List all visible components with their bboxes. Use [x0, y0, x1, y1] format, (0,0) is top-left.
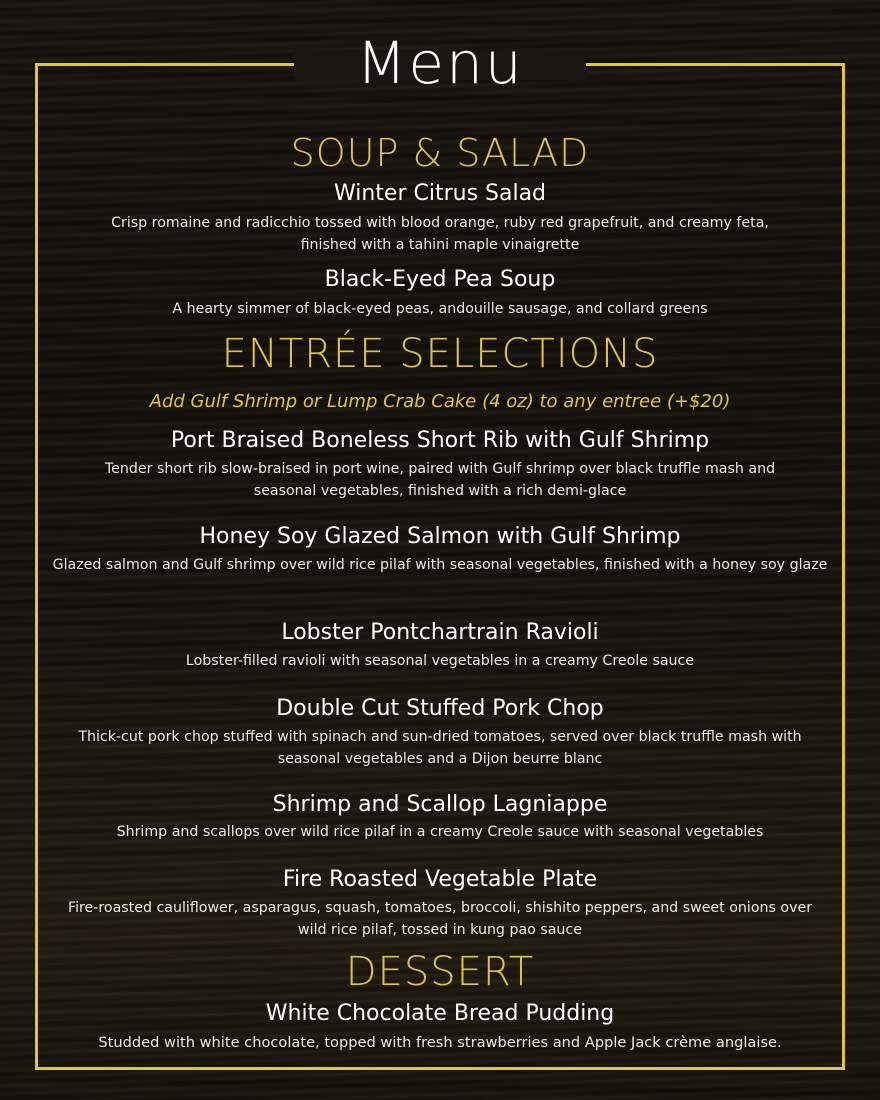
item-name-shrimp-scallop: Shrimp and Scallop Lagniappe: [272, 792, 608, 817]
item-name-vegetable-plate: Fire Roasted Vegetable Plate: [282, 867, 598, 892]
entree-addon-note: Add Gulf Shrimp or Lump Crab Cake (4 oz) to any entree (+$20): [149, 391, 731, 412]
section-title-soup-salad: SOUP & SALAD: [290, 131, 590, 175]
item-name-black-eyed-pea-soup: Black-Eyed Pea Soup: [324, 267, 556, 292]
menu-title: Menu: [356, 29, 524, 97]
item-name-short-rib: Port Braised Boneless Short Rib with Gulf Shrimp: [170, 428, 710, 453]
item-name-bread-pudding: White Chocolate Bread Pudding: [265, 1001, 615, 1026]
item-desc-shrimp-scallop: Shrimp and scallops over wild rice pilaf in a creamy Creole sauce with seasonal vegetables: [116, 824, 764, 840]
item-name-pork-chop: Double Cut Stuffed Pork Chop: [276, 696, 604, 721]
section-title-dessert: DESSERT: [345, 949, 535, 995]
item-name-lobster-ravioli: Lobster Pontchartrain Ravioli: [281, 620, 599, 645]
item-desc-black-eyed-pea-soup: A hearty simmer of black-eyed peas, andouille sausage, and collard greens: [172, 301, 708, 317]
item-desc-bread-pudding: Studded with white chocolate, topped with fresh strawberries and Apple Jack crème anglaise.: [98, 1034, 782, 1051]
item-desc-pork-chop: Thick-cut pork chop stuffed with spinach and sun-dried tomatoes, served over black truffle mash with seasonal vegetables and a Dijon beurre blanc: [78, 729, 802, 767]
item-name-salmon: Honey Soy Glazed Salmon with Gulf Shrimp: [199, 524, 681, 549]
section-title-entree-selections: ENTRÉE SELECTIONS: [221, 331, 659, 377]
item-desc-vegetable-plate: Fire-roasted cauliflower, asparagus, squash, tomatoes, broccoli, shishito peppers, and sweet onions over wild rice pilaf, tossed in kung pao sauce: [67, 900, 813, 938]
item-desc-lobster-ravioli: Lobster-filled ravioli with seasonal vegetables in a creamy Creole sauce: [185, 653, 695, 669]
item-desc-short-rib: Tender short rib slow-braised in port wine, paired with Gulf shrimp over black truffle mash and seasonal vegetables, finished with a rich demi-glace: [104, 461, 776, 499]
item-name-winter-citrus-salad: Winter Citrus Salad: [333, 181, 547, 206]
item-desc-winter-citrus-salad: Crisp romaine and radicchio tossed with blood orange, ruby red grapefruit, and creamy feta, finished with a tahini maple vinaigrette: [111, 215, 769, 253]
item-desc-salmon: Glazed salmon and Gulf shrimp over wild rice pilaf with seasonal vegetables, finished with a honey soy glaze: [52, 557, 828, 573]
